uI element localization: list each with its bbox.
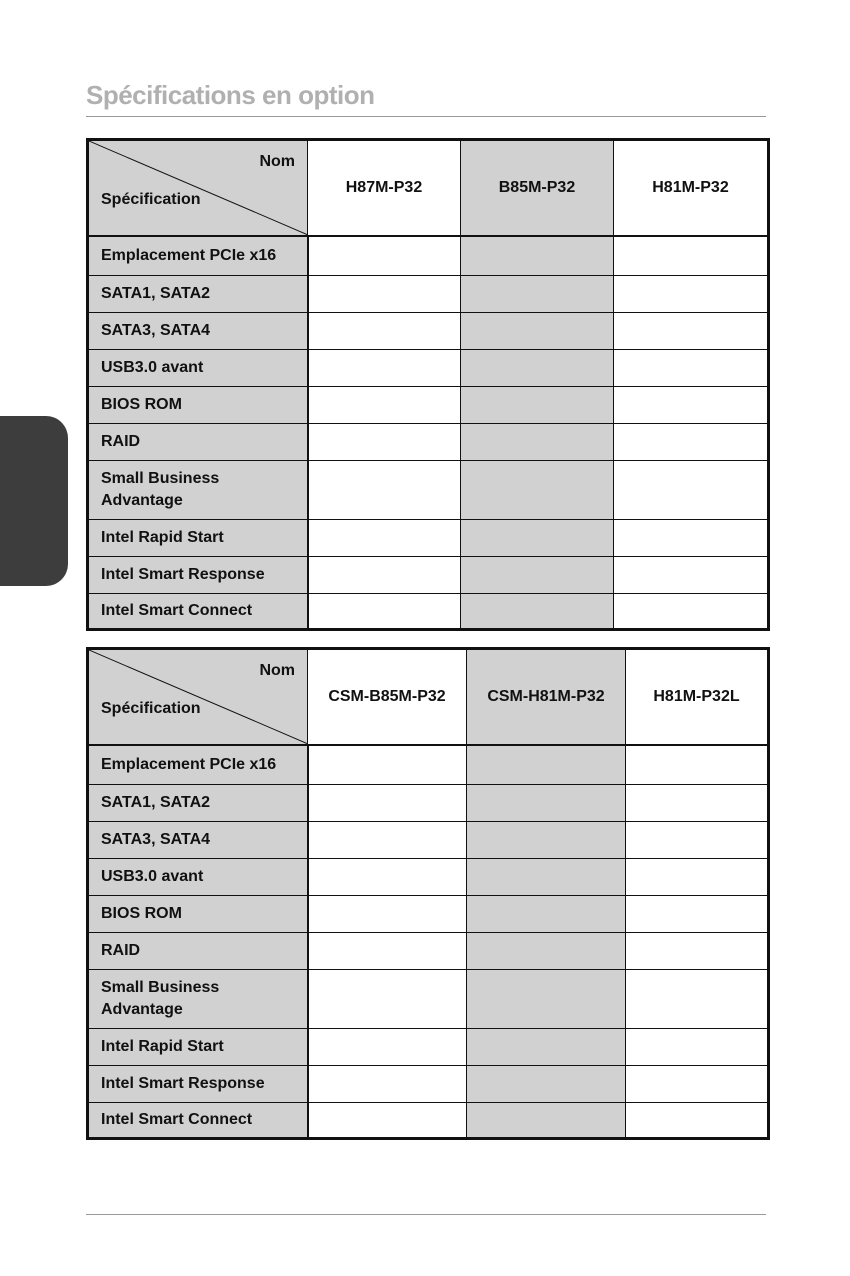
- row-label: Intel Rapid Start: [88, 1029, 308, 1066]
- corner-nom-label: Nom: [259, 662, 295, 679]
- row-label: SATA3, SATA4: [88, 822, 308, 859]
- table-header-row: [88, 140, 769, 236]
- row-label: Emplacement PCIe x16: [88, 745, 308, 785]
- table-row: [88, 313, 769, 350]
- value-cell: [626, 1103, 769, 1139]
- row-label: Intel Smart Response: [88, 557, 308, 594]
- value-cell: [308, 933, 467, 970]
- value-cell: [308, 387, 461, 424]
- value-cell: [614, 424, 769, 461]
- value-cell: [614, 387, 769, 424]
- table-row: [88, 236, 769, 276]
- value-cell: [614, 557, 769, 594]
- value-cell: [626, 933, 769, 970]
- title-divider: [86, 116, 766, 117]
- value-cell: [626, 785, 769, 822]
- model-header: H87M-P32: [308, 140, 461, 236]
- value-cell: [308, 461, 461, 520]
- value-cell: [308, 822, 467, 859]
- value-cell: [614, 461, 769, 520]
- value-cell: [308, 1066, 467, 1103]
- model-header: CSM-B85M-P32: [308, 649, 467, 745]
- corner-nom-label: Nom: [259, 153, 295, 170]
- value-cell: [467, 933, 626, 970]
- table-row: [88, 1103, 769, 1139]
- value-cell: [626, 1029, 769, 1066]
- value-cell: [467, 1066, 626, 1103]
- value-cell: [308, 424, 461, 461]
- value-cell: [461, 520, 614, 557]
- row-label: USB3.0 avant: [88, 350, 308, 387]
- value-cell: [308, 785, 467, 822]
- value-cell: [626, 822, 769, 859]
- corner-spec-label: Spécification: [101, 191, 201, 208]
- table-row: [88, 424, 769, 461]
- value-cell: [461, 594, 614, 630]
- section-side-tab: [0, 416, 68, 586]
- value-cell: [308, 276, 461, 313]
- value-cell: [614, 594, 769, 630]
- spec-table-2: [86, 647, 770, 1140]
- value-cell: [308, 1103, 467, 1139]
- value-cell: [308, 1029, 467, 1066]
- value-cell: [467, 785, 626, 822]
- value-cell: [614, 236, 769, 276]
- row-label: Intel Smart Response: [88, 1066, 308, 1103]
- value-cell: [614, 276, 769, 313]
- value-cell: [461, 276, 614, 313]
- value-cell: [461, 387, 614, 424]
- row-label: RAID: [88, 933, 308, 970]
- value-cell: [467, 896, 626, 933]
- value-cell: [626, 970, 769, 1029]
- table-row: [88, 276, 769, 313]
- value-cell: [461, 313, 614, 350]
- model-header: H81M-P32L: [626, 649, 769, 745]
- row-label: Intel Rapid Start: [88, 520, 308, 557]
- value-cell: [461, 557, 614, 594]
- table-row: [88, 594, 769, 630]
- table-row: [88, 745, 769, 785]
- value-cell: [461, 236, 614, 276]
- row-label: USB3.0 avant: [88, 859, 308, 896]
- table-row: [88, 557, 769, 594]
- table-row: [88, 822, 769, 859]
- value-cell: [308, 350, 461, 387]
- value-cell: [308, 313, 461, 350]
- value-cell: [308, 557, 461, 594]
- value-cell: [308, 896, 467, 933]
- value-cell: [308, 594, 461, 630]
- row-label: Intel Smart Connect: [88, 594, 308, 630]
- page-title: Spécifications en option: [86, 80, 375, 110]
- row-label: RAID: [88, 424, 308, 461]
- table-row: [88, 461, 769, 520]
- value-cell: [308, 236, 461, 276]
- value-cell: [626, 859, 769, 896]
- value-cell: [467, 970, 626, 1029]
- table-row: [88, 933, 769, 970]
- model-header: H81M-P32: [614, 140, 769, 236]
- spec-table-1: [86, 138, 770, 631]
- row-label: SATA3, SATA4: [88, 313, 308, 350]
- table-row: [88, 785, 769, 822]
- row-label: Emplacement PCIe x16: [88, 236, 308, 276]
- row-label: SATA1, SATA2: [88, 785, 308, 822]
- table-row: [88, 970, 769, 1029]
- row-label: SATA1, SATA2: [88, 276, 308, 313]
- value-cell: [614, 350, 769, 387]
- value-cell: [614, 313, 769, 350]
- row-label: Small Business Advantage: [88, 461, 308, 520]
- row-label: BIOS ROM: [88, 387, 308, 424]
- table-row: [88, 387, 769, 424]
- row-label: Small Business Advantage: [88, 970, 308, 1029]
- value-cell: [308, 745, 467, 785]
- model-header: CSM-H81M-P32: [467, 649, 626, 745]
- row-label: BIOS ROM: [88, 896, 308, 933]
- value-cell: [467, 822, 626, 859]
- table-header-row: [88, 649, 769, 745]
- value-cell: [467, 745, 626, 785]
- value-cell: [308, 520, 461, 557]
- value-cell: [308, 970, 467, 1029]
- value-cell: [461, 461, 614, 520]
- value-cell: [461, 350, 614, 387]
- value-cell: [308, 859, 467, 896]
- model-header: B85M-P32: [461, 140, 614, 236]
- corner-cell: [88, 649, 308, 745]
- table-row: [88, 350, 769, 387]
- table-row: [88, 859, 769, 896]
- value-cell: [626, 745, 769, 785]
- value-cell: [467, 1029, 626, 1066]
- table-row: [88, 1066, 769, 1103]
- row-label: Intel Smart Connect: [88, 1103, 308, 1139]
- table-row: [88, 520, 769, 557]
- footer-divider: [86, 1214, 766, 1215]
- corner-cell: [88, 140, 308, 236]
- value-cell: [467, 1103, 626, 1139]
- corner-spec-label: Spécification: [101, 700, 201, 717]
- value-cell: [626, 896, 769, 933]
- value-cell: [461, 424, 614, 461]
- table-row: [88, 896, 769, 933]
- table-row: [88, 1029, 769, 1066]
- value-cell: [467, 859, 626, 896]
- value-cell: [614, 520, 769, 557]
- value-cell: [626, 1066, 769, 1103]
